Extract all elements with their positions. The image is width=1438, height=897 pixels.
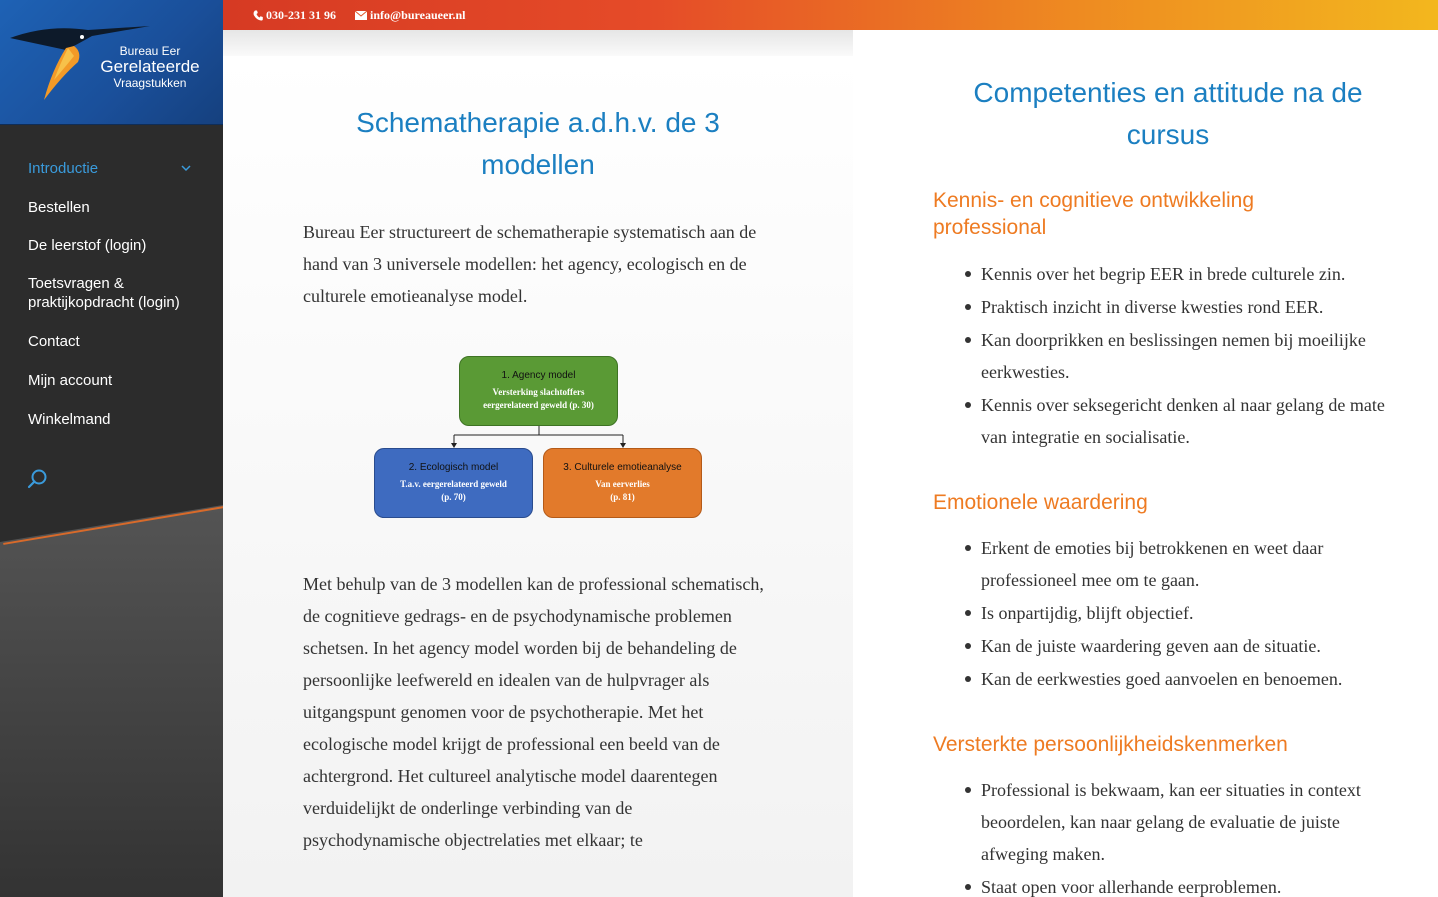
brand-line-3: Vraagstukken bbox=[113, 76, 187, 90]
top-bar bbox=[223, 0, 1438, 30]
body-paragraph: Met behulp van de 3 modellen kan de professional schematisch, de cognitieve gedrags- en de psychodynamische problemen schetsen. In het agency model worden bij de behandeling de persoonlijke leefwereld en idealen van de hulpvrager als uitgangspunt genomen voor de psychotherapie. Met het ecologische model krijgt de professional een beeld van de achtergrond. Het cultureel analytische model daarentegen verduidelijkt de onderlinge verbinding van de psychodynamische objectrelaties met elkaar; te bbox=[303, 574, 764, 850]
box-line: eergerelateerd geweld (p. 30) bbox=[483, 400, 594, 410]
section-heading: Emotionele waardering bbox=[933, 491, 1148, 514]
right-title: Competenties en attitude na de cursus bbox=[973, 77, 1363, 150]
box-title: 3. Culturele emotieanalyse bbox=[563, 462, 682, 473]
list-item: Kan doorprikken en beslissingen nemen bij moeilijke eerkwesties. bbox=[963, 324, 1403, 388]
list-item: Professional is bekwaam, kan eer situaties in context beoordelen, kan naar gelang de evaluatie de juiste afweging maken. bbox=[963, 774, 1403, 870]
phone-number: 030-231 31 96 bbox=[266, 8, 336, 22]
email-link[interactable] bbox=[355, 8, 466, 23]
nav-item-label: Contact bbox=[28, 333, 80, 350]
nav-item-label: Mijn account bbox=[28, 372, 113, 389]
bullet-list bbox=[963, 258, 1403, 454]
envelope-icon bbox=[355, 11, 367, 20]
brand-text bbox=[80, 44, 220, 90]
nav-item-leerstof[interactable] bbox=[0, 226, 223, 264]
section-heading: Kennis- en cognitieve ontwikkeling professional bbox=[933, 189, 1255, 239]
section-heading: Versterkte persoonlijkheidskenmerken bbox=[933, 733, 1288, 756]
brand-logo[interactable] bbox=[0, 0, 223, 125]
nav-item-label: Toetsvragen & praktijkopdracht (login) bbox=[28, 275, 180, 311]
list-item: Kan de juiste waardering geven aan de situatie. bbox=[963, 630, 1403, 662]
list-item: Praktisch inzicht in diverse kwesties rond EER. bbox=[963, 291, 1403, 323]
phone-link[interactable] bbox=[253, 8, 336, 23]
nav-item-label: De leerstof (login) bbox=[28, 236, 147, 254]
list-item: Staat open voor allerhande eerproblemen. bbox=[963, 871, 1403, 897]
box-line: (p. 70) bbox=[441, 492, 466, 502]
box-line: (p. 81) bbox=[610, 492, 635, 502]
brand-line-2: Gerelateerde bbox=[100, 57, 200, 76]
box-line: Versterking slachtoffers bbox=[492, 387, 585, 397]
nav-item-contact[interactable] bbox=[0, 322, 223, 361]
cultural-emotion-model-box bbox=[543, 448, 702, 518]
list-item: Is onpartijdig, blijft objectief. bbox=[963, 597, 1403, 629]
sidebar-nav bbox=[0, 148, 223, 438]
right-column bbox=[853, 30, 1438, 897]
box-title: 2. Ecologisch model bbox=[408, 462, 499, 473]
email-address: info@bureaueer.nl bbox=[370, 8, 466, 22]
list-item: Kennis over seksegericht denken al naar gelang de mate van integratie en socialisatie. bbox=[963, 389, 1403, 453]
nav-item-introductie[interactable] bbox=[0, 148, 223, 188]
bullet-list bbox=[963, 532, 1403, 696]
sidebar-lower-panel bbox=[0, 505, 223, 897]
models-diagram bbox=[373, 356, 705, 519]
phone-icon bbox=[253, 10, 263, 21]
nav-item-bestellen[interactable] bbox=[0, 188, 223, 226]
nav-item-winkelmand[interactable] bbox=[0, 400, 223, 438]
main-content bbox=[223, 30, 1438, 897]
sidebar bbox=[0, 0, 223, 897]
nav-item-label: Introductie bbox=[28, 159, 99, 177]
box-line: T.a.v. eergerelateerd geweld bbox=[400, 479, 507, 489]
search-icon[interactable] bbox=[27, 468, 49, 490]
list-item: Kennis over het begrip EER in brede culturele zin. bbox=[963, 258, 1403, 290]
nav-item-mijn-account[interactable] bbox=[0, 361, 223, 400]
nav-item-label: Bestellen bbox=[28, 198, 90, 216]
box-title: 1. Agency model bbox=[501, 370, 576, 381]
list-item: Kan de eerkwesties goed aanvoelen en benoemen. bbox=[963, 663, 1403, 695]
intro-paragraph: Bureau Eer structureert de schematherapie systematisch aan de hand van 3 universele modellen: het agency, ecologisch en de culturele emotieanalyse model. bbox=[303, 222, 757, 306]
nav-item-toetsvragen[interactable] bbox=[0, 264, 223, 322]
bullet-list bbox=[963, 774, 1403, 897]
agency-model-box bbox=[459, 356, 618, 426]
list-item: Erkent de emoties bij betrokkenen en weet daar professioneel mee om te gaan. bbox=[963, 532, 1403, 596]
brand-line-1: Bureau Eer bbox=[119, 44, 181, 58]
box-line: Van eerverlies bbox=[595, 479, 650, 489]
chevron-down-icon[interactable] bbox=[181, 164, 191, 172]
nav-item-label: Winkelmand bbox=[28, 410, 111, 428]
left-title: Schematherapie a.d.h.v. de 3 modellen bbox=[356, 107, 720, 180]
ecological-model-box bbox=[374, 448, 533, 518]
